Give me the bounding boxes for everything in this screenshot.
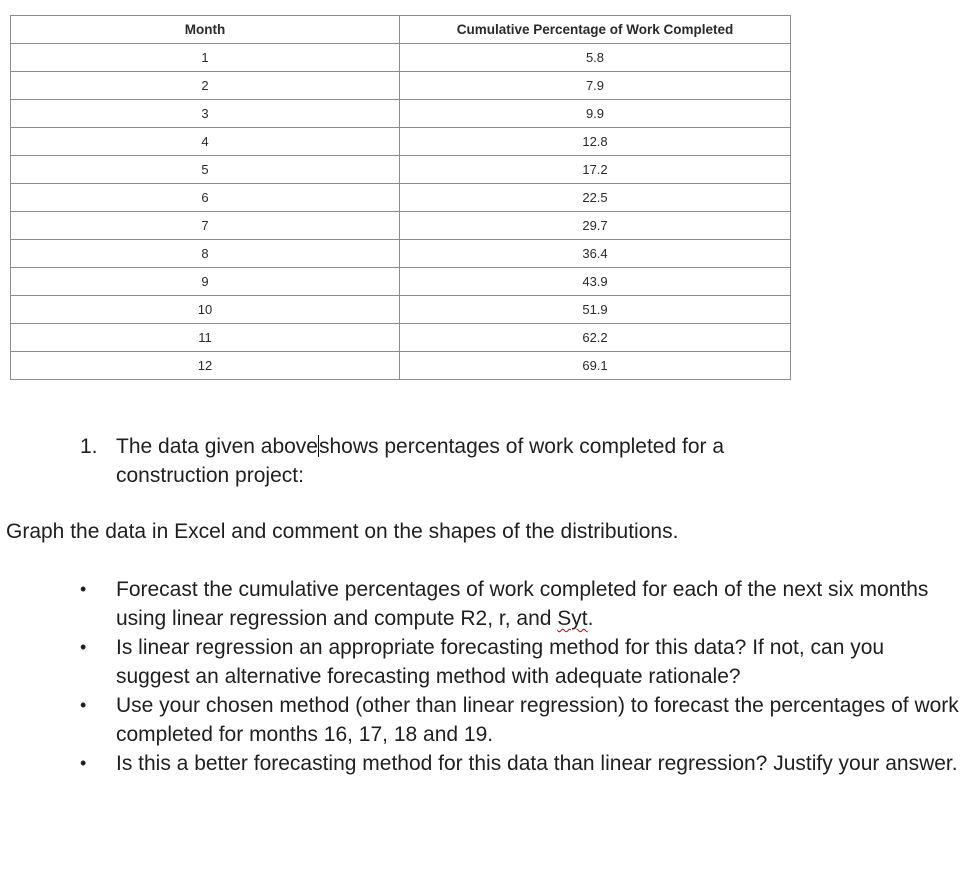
percentage-cell: 43.9	[400, 268, 791, 296]
question-text-start: The data given above	[116, 435, 318, 458]
percentage-cell: 22.5	[400, 184, 791, 212]
percentage-cell: 12.8	[400, 128, 791, 156]
table-row	[11, 72, 791, 100]
list-item	[80, 575, 960, 633]
month-cell: 6	[11, 184, 400, 212]
bullet-icon: •	[80, 579, 87, 599]
month-cell: 8	[11, 240, 400, 268]
question-number: 1.	[80, 435, 98, 458]
table-row	[11, 296, 791, 324]
month-cell: 5	[11, 156, 400, 184]
table-row	[11, 44, 791, 72]
bullet-icon: •	[80, 637, 87, 657]
data-table	[10, 15, 791, 380]
percentage-cell: 51.9	[400, 296, 791, 324]
column-header-cumulative-percentage: Cumulative Percentage of Work Completed	[400, 16, 791, 44]
question-1[interactable]	[80, 432, 840, 490]
table-row	[11, 184, 791, 212]
question-text-end: shows percentages of work completed for a construction project:	[116, 435, 725, 487]
table-row	[11, 212, 791, 240]
table-row	[11, 156, 791, 184]
list-item	[80, 749, 960, 778]
bullet-2-text: Is linear regression an appropriate forecasting method for this data? If not, can you suggest an alternative forecasting method with adequate rationale?	[116, 636, 885, 688]
month-cell: 12	[11, 352, 400, 380]
month-cell: 9	[11, 268, 400, 296]
instruction-text: Graph the data in Excel and comment on the shapes of the distributions.	[6, 520, 679, 543]
percentage-cell: 69.1	[400, 352, 791, 380]
bullet-1-text: Forecast the cumulative percentages of work completed for each of the next six months using linear regression and compute R2, r, and	[116, 578, 929, 630]
list-item	[80, 633, 960, 691]
table-row	[11, 268, 791, 296]
month-cell: 3	[11, 100, 400, 128]
table-header-row	[11, 16, 791, 44]
bullet-3-text: Use your chosen method (other than linear regression) to forecast the percentages of work completed for months 16, 17, 18 and 19.	[116, 694, 959, 746]
bullet-icon: •	[80, 695, 87, 715]
percentage-cell: 36.4	[400, 240, 791, 268]
table-row	[11, 324, 791, 352]
spellcheck-flagged-word[interactable]: Syt	[557, 607, 588, 630]
month-cell: 10	[11, 296, 400, 324]
month-cell: 4	[11, 128, 400, 156]
list-item	[80, 691, 960, 749]
percentage-cell: 9.9	[400, 100, 791, 128]
table-row	[11, 100, 791, 128]
bullet-1-end: .	[587, 607, 594, 630]
percentage-cell: 7.9	[400, 72, 791, 100]
percentage-cell: 29.7	[400, 212, 791, 240]
percentage-cell: 17.2	[400, 156, 791, 184]
month-cell: 2	[11, 72, 400, 100]
bullet-list	[80, 575, 960, 778]
month-cell: 7	[11, 212, 400, 240]
column-header-month: Month	[11, 16, 400, 44]
question-text[interactable]	[116, 432, 840, 490]
percentage-cell: 5.8	[400, 44, 791, 72]
bullet-icon: •	[80, 753, 87, 773]
month-cell: 1	[11, 44, 400, 72]
table-row	[11, 240, 791, 268]
bullet-4-text: Is this a better forecasting method for this data than linear regression? Justify your answer.	[116, 752, 958, 775]
table-body	[11, 44, 791, 380]
percentage-cell: 62.2	[400, 324, 791, 352]
month-cell: 11	[11, 324, 400, 352]
table-row	[11, 352, 791, 380]
table-row	[11, 128, 791, 156]
